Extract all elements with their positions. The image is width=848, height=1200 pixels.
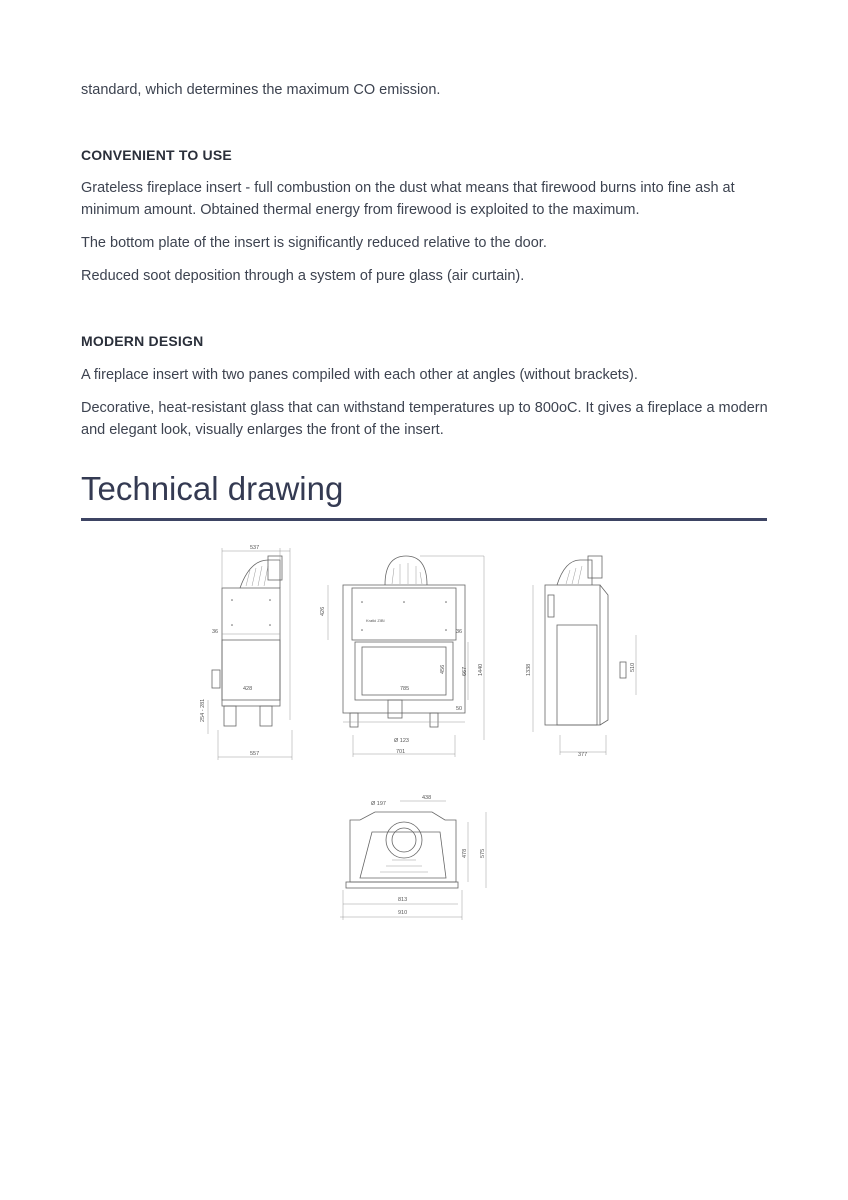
paragraph: Reduced soot deposition through a system of pure glass (air curtain). (81, 268, 525, 284)
dim-510: 510 (630, 662, 636, 672)
technical-drawing-title: Technical drawing (81, 470, 344, 507)
dim-1440: 1440 (478, 663, 484, 676)
brand-label: Kratki ZIBI (366, 618, 385, 623)
section-heading-convenient: CONVENIENT TO USE (81, 147, 232, 163)
paragraph: Grateless fireplace insert - full combustion on the dust what means that firewood burns into fine ash at minimum amount. Obtained thermal energy from firewood is exploited to the maximum. (81, 180, 735, 218)
dim-813: 813 (398, 897, 408, 903)
dim-36-side: 36 (212, 629, 219, 635)
section-view-drawing (526, 556, 636, 758)
paragraph: The bottom plate of the insert is significantly reduced relative to the door. (81, 235, 547, 251)
dim-50: 50 (456, 706, 463, 712)
dim-456: 456 (440, 664, 446, 674)
dim-785: 785 (400, 686, 410, 692)
dim-flue-123: Ø 123 (394, 738, 409, 744)
dim-438: 438 (422, 795, 432, 801)
paragraph: A fireplace insert with two panes compiled with each other at angles (without brackets). (81, 367, 638, 383)
dim-426: 426 (320, 606, 326, 616)
dim-701: 701 (396, 749, 406, 755)
front-view-drawing (320, 556, 484, 757)
dim-478: 478 (462, 848, 468, 858)
top-view-drawing (340, 795, 486, 920)
dim-557: 557 (250, 751, 260, 757)
dim-910: 910 (398, 910, 408, 916)
side-view-drawing (200, 545, 292, 760)
dim-36-front: 36 (456, 629, 463, 635)
intro-text: standard, which determines the maximum CO emission. (81, 82, 441, 98)
dim-377: 377 (578, 752, 588, 758)
dim-254-281: 254 - 281 (200, 698, 206, 722)
dim-428: 428 (243, 686, 253, 692)
dim-1338: 1338 (526, 663, 532, 676)
dim-575: 575 (480, 848, 486, 858)
paragraph: Decorative, heat-resistant glass that can withstand temperatures up to 800oC. It gives a fireplace a modern and elegant look, visually enlarges the front of the insert. (81, 400, 768, 438)
dim-flue-197: Ø 197 (371, 801, 386, 807)
section-heading-modern-design: MODERN DESIGN (81, 333, 204, 349)
dim-667: 667 (462, 666, 468, 676)
dim-537: 537 (250, 545, 260, 551)
